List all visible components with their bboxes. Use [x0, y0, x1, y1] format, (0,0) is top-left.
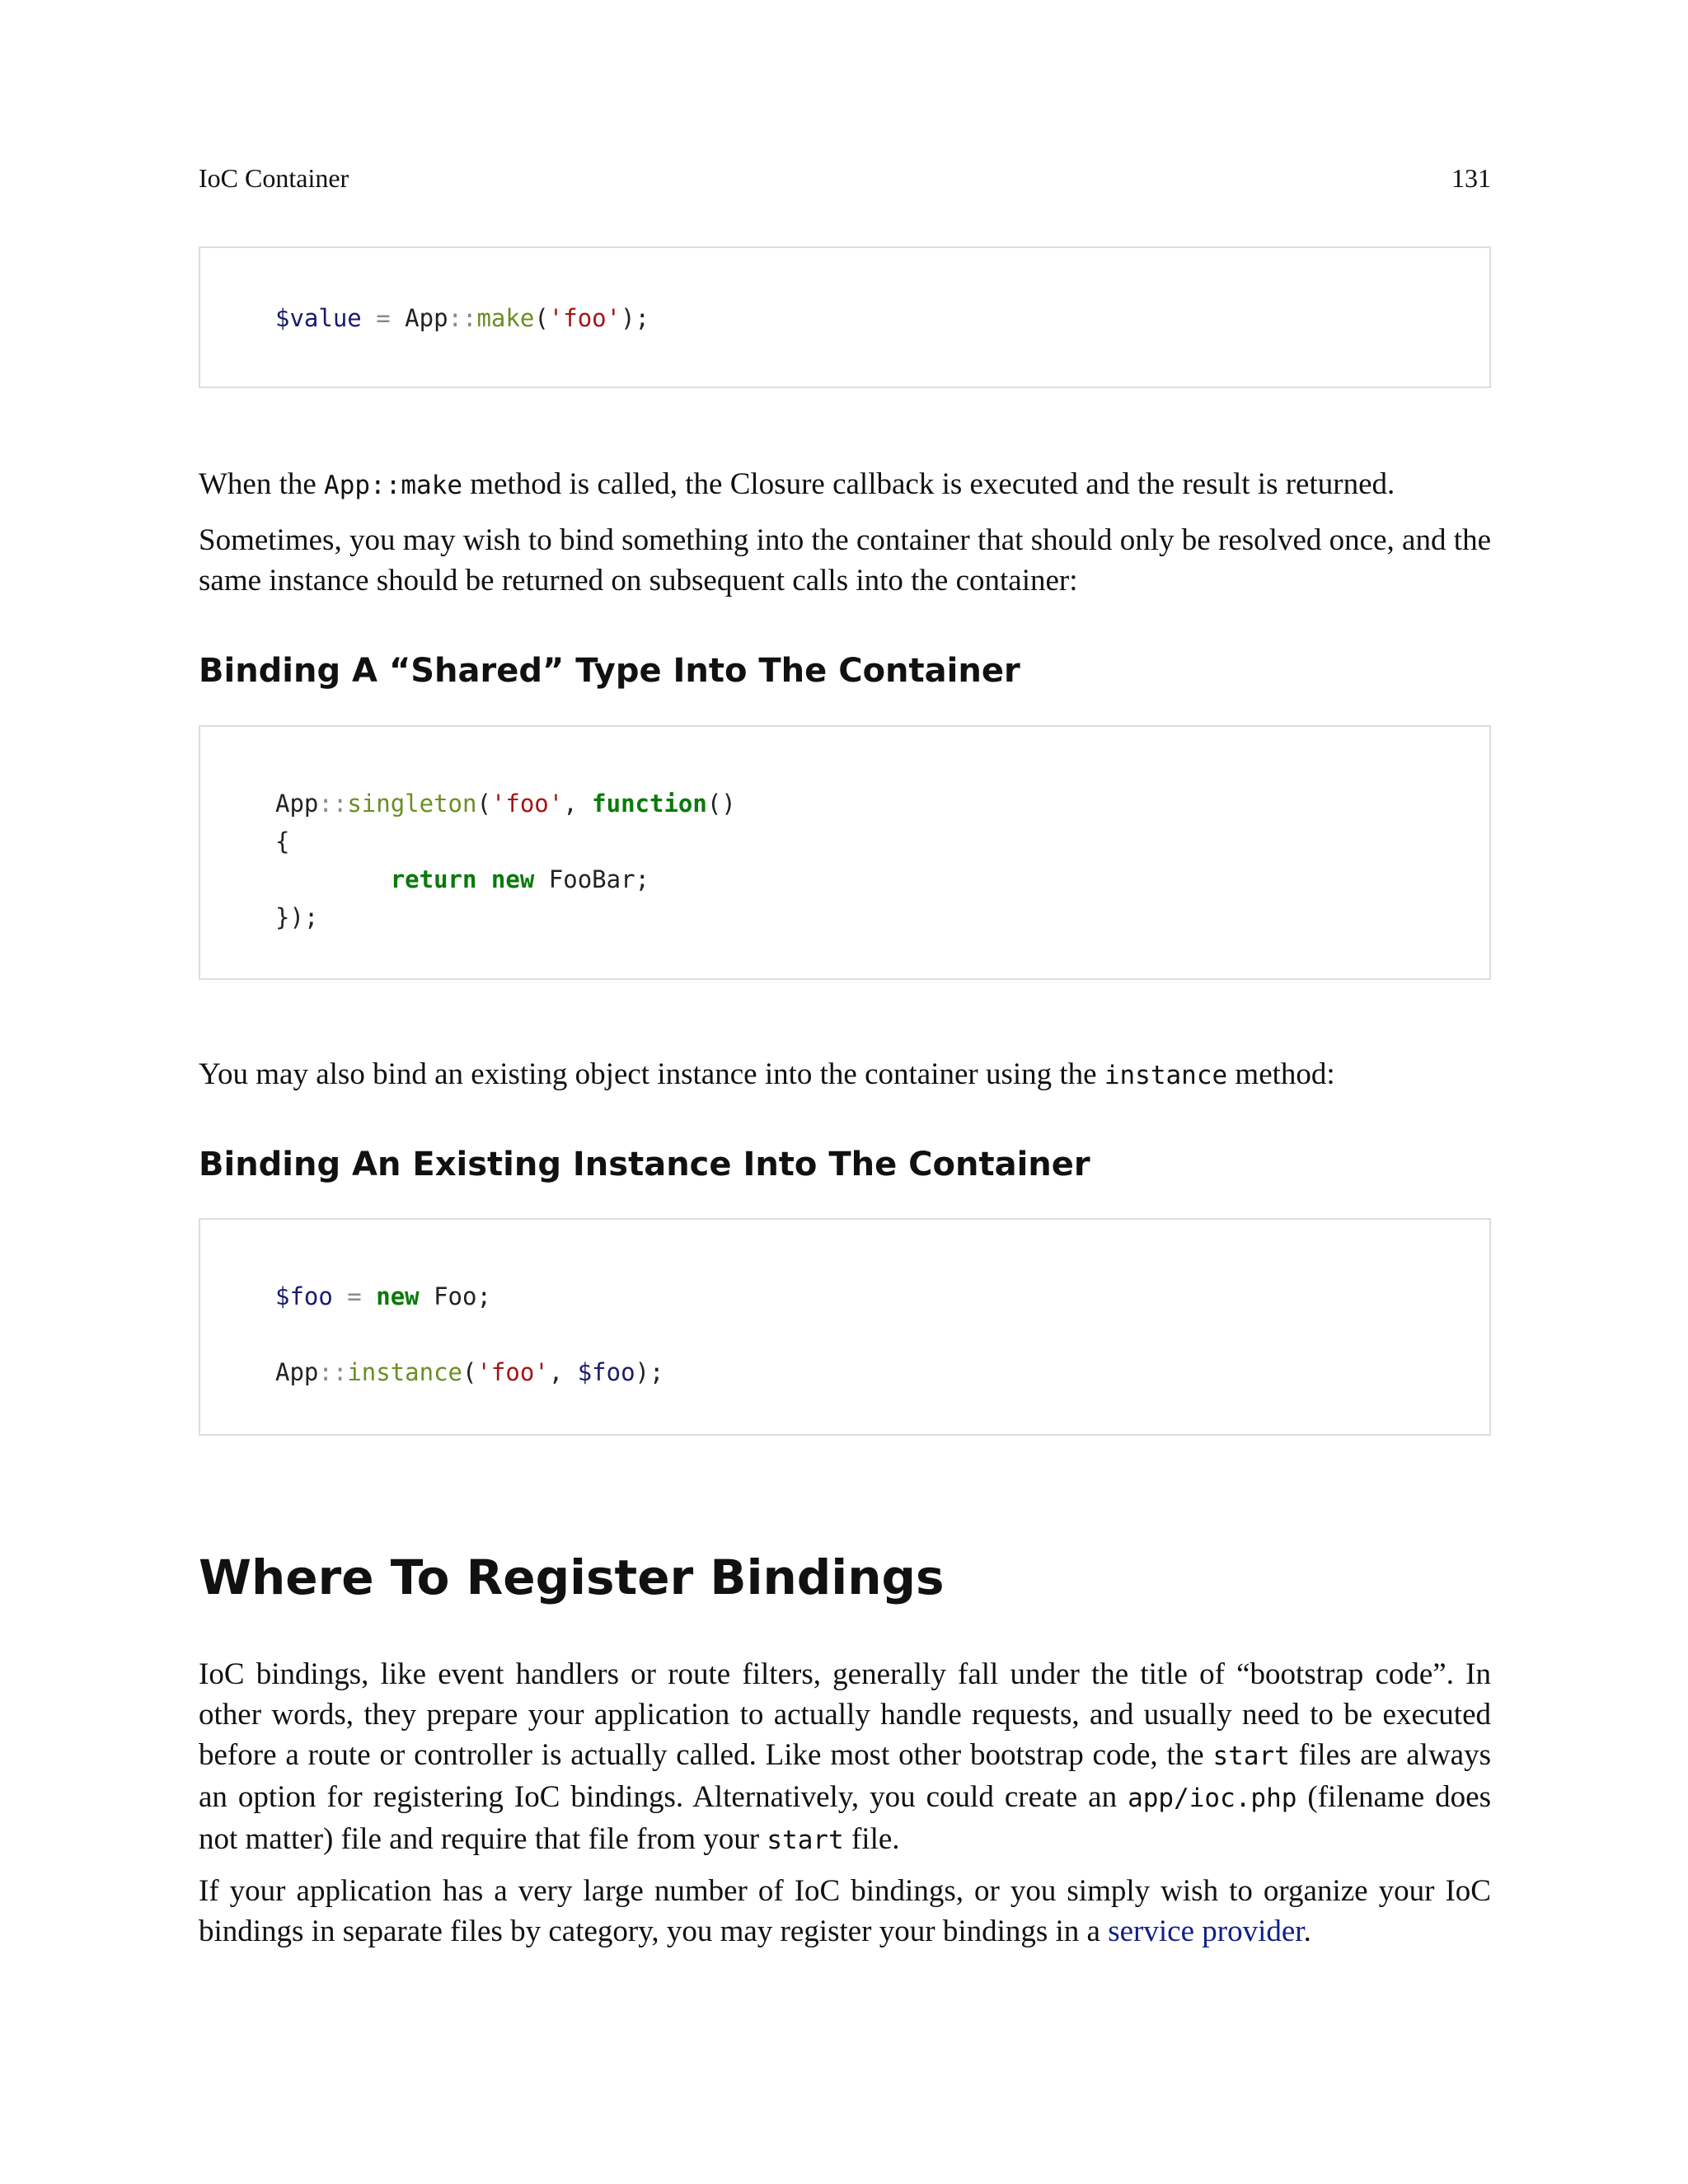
code-class: App: [275, 1358, 319, 1386]
code-punct: ,: [563, 790, 593, 818]
inline-code: app/ioc.php: [1128, 1783, 1297, 1813]
code-indent: [275, 865, 391, 893]
paragraph-text: file.: [843, 1822, 900, 1856]
code-variable: $value: [275, 304, 362, 332]
paragraph-text: If your application has a very large number of IoC bindings, or you simply wish to organize your IoC bindings in separate files by category, you may register your bindings in a: [199, 1874, 1491, 1948]
code-block-singleton: [199, 725, 1491, 980]
paragraph-text: .: [1303, 1915, 1311, 1948]
inline-code: start: [1212, 1741, 1290, 1771]
code-class: App: [405, 304, 448, 332]
inline-code: App::make: [324, 471, 463, 500]
code-scope-operator: ::: [318, 1358, 348, 1386]
code-string: 'foo': [490, 790, 564, 818]
code-variable: $foo: [577, 1358, 635, 1386]
code-punct: (: [476, 790, 491, 818]
code-keyword: function: [592, 790, 707, 818]
code-string: 'foo': [476, 1358, 549, 1386]
code-punct: (: [462, 1358, 477, 1386]
code-class: FooBar;: [548, 865, 649, 893]
code-line: [275, 299, 649, 337]
code-punct: );: [621, 304, 650, 332]
code-brace: {: [275, 827, 290, 855]
code-operator: =: [361, 304, 406, 332]
code-method: instance: [347, 1358, 462, 1386]
inline-code: start: [767, 1825, 844, 1855]
code-class: App: [275, 790, 319, 818]
paragraph-text: IoC bindings, like event handlers or route filters, generally fall under the title of “bootstrap code”. In other words, they prepare your application to actually handle requests, and usually need to be executed before a route or controller is actually called. Like most other bootstrap code, the: [199, 1657, 1491, 1772]
paragraph-service-provider: [199, 1871, 1491, 1952]
code-lines: [275, 785, 736, 936]
page-number: 131: [1451, 163, 1491, 193]
service-provider-link[interactable]: service provider: [1108, 1915, 1304, 1948]
code-variable: $foo: [275, 1282, 333, 1310]
code-scope-operator: ::: [318, 790, 348, 818]
code-method: singleton: [347, 790, 477, 818]
heading-existing-instance: Binding An Existing Instance Into The Container: [199, 1146, 1090, 1183]
paragraph-bootstrap-code: [199, 1654, 1491, 1861]
code-lines: [275, 1277, 663, 1391]
code-operator: =: [332, 1282, 377, 1310]
code-scope-operator: ::: [448, 304, 477, 332]
paragraph-instance-intro: [199, 1054, 1491, 1096]
code-punct: });: [275, 903, 319, 931]
code-keyword: new: [490, 865, 535, 893]
code-string: 'foo': [548, 304, 621, 332]
section-title: Where To Register Bindings: [199, 1549, 945, 1605]
paragraph-text: method is called, the Closure callback is executed and the result is returned.: [462, 467, 1395, 501]
code-keyword: new: [376, 1282, 420, 1310]
code-class: Foo;: [419, 1282, 491, 1310]
paragraph-make: [199, 464, 1491, 506]
code-block-make: [199, 246, 1491, 388]
paragraph-text: (filename does not matter) file and require that file from your: [199, 1780, 1491, 1856]
code-block-instance: [199, 1218, 1491, 1436]
code-punct: ,: [548, 1358, 578, 1386]
paragraph-text: method:: [1227, 1057, 1335, 1091]
chapter-title: IoC Container: [199, 163, 349, 193]
code-punct: (: [534, 304, 549, 332]
heading-shared-type: Binding A “Shared” Type Into The Container: [199, 652, 1020, 690]
paragraph-singleton-intro: Sometimes, you may wish to bind something into the container that should only be resolved once, and the same instance should be returned on subsequent calls into the container:: [199, 523, 1491, 598]
code-punct: );: [635, 1358, 664, 1386]
paragraph-text: files are always an option for registering IoC bindings. Alternatively, you could create an: [199, 1738, 1491, 1814]
code-punct: (): [706, 790, 736, 818]
code-method: make: [476, 304, 535, 332]
code-keyword: return: [390, 865, 477, 893]
inline-code: instance: [1104, 1061, 1228, 1090]
paragraph-text: When the: [199, 467, 325, 501]
running-header: [199, 162, 1491, 194]
paragraph-text: You may also bind an existing object instance into the container using the: [199, 1057, 1104, 1091]
